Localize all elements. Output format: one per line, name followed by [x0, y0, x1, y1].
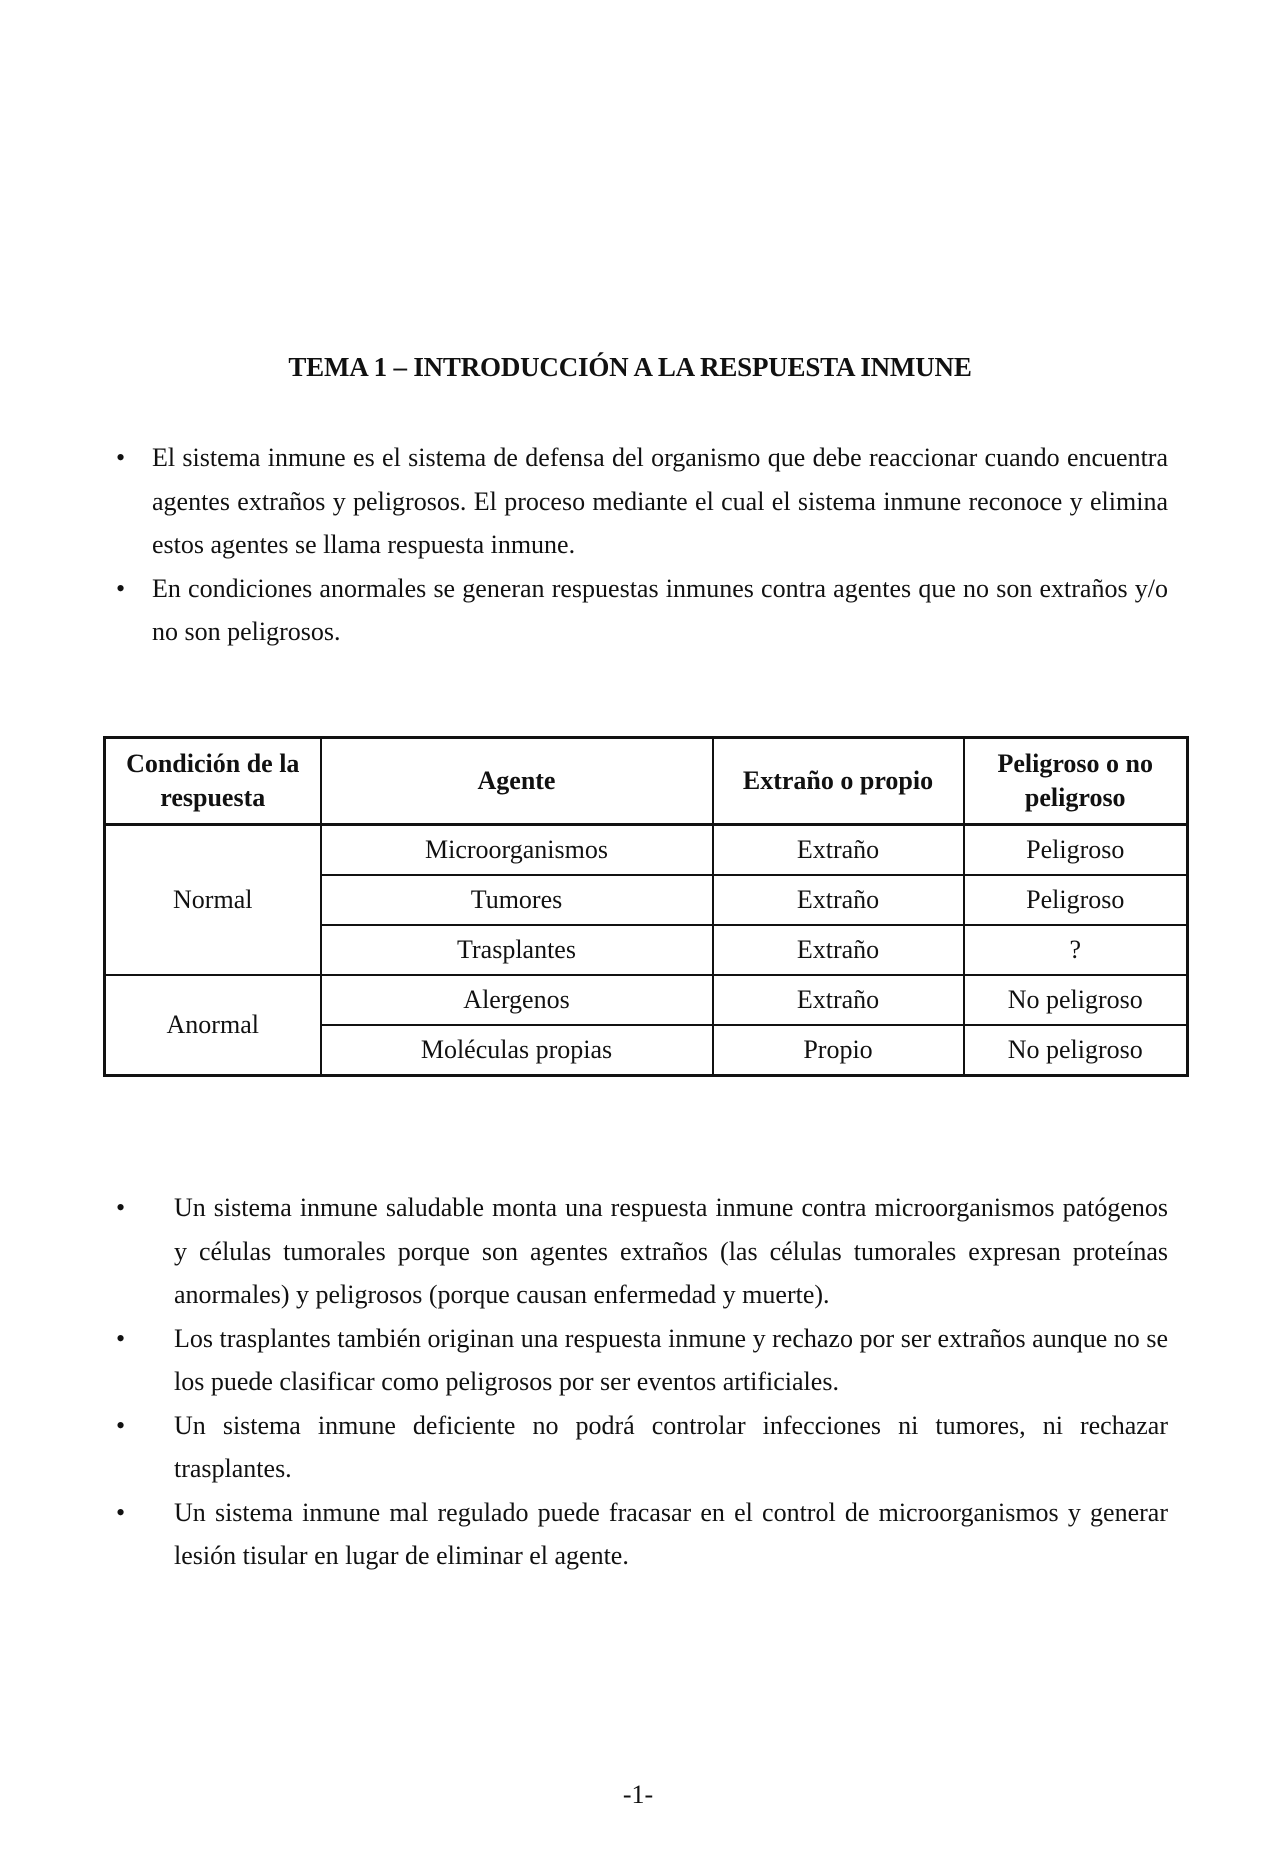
list-item [116, 1491, 1168, 1578]
intro-bullet-list [116, 436, 1168, 654]
list-item [116, 567, 1168, 654]
list-item [116, 436, 1168, 567]
header-foreign-or-self: Extraño o propio [713, 738, 964, 825]
table-row [105, 975, 1188, 1025]
immune-response-table [103, 736, 1189, 1077]
condition-cell: Anormal [105, 975, 321, 1076]
list-item-text: Un sistema inmune deficiente no podrá controlar infecciones ni tumores, ni rechazar trasplantes. [174, 1410, 1168, 1483]
condition-cell: Normal [105, 825, 321, 976]
list-item-text: Un sistema inmune saludable monta una respuesta inmune contra microorganismos patógenos y células tumorales porque son agentes extraños (las células tumorales expresan proteínas anormales) y peligrosos (porque causan enfermedad y muerte). [174, 1193, 1168, 1309]
origin-cell: Propio [713, 1025, 964, 1076]
header-dangerous: Peligroso o no peligroso [964, 738, 1188, 825]
danger-cell: No peligroso [964, 975, 1188, 1025]
origin-cell: Extraño [713, 825, 964, 876]
list-item [116, 1186, 1168, 1317]
agent-cell: Moléculas propias [321, 1025, 713, 1076]
bullet-icon: • [116, 1193, 126, 1222]
agent-cell: Microorganismos [321, 825, 713, 876]
list-item-text: En condiciones anormales se generan respuestas inmunes contra agentes que no son extraños y/o no son peligrosos. [152, 573, 1168, 646]
bullet-icon: • [116, 1323, 126, 1353]
list-item [116, 1317, 1168, 1404]
table-header-row [105, 738, 1188, 825]
table-row [105, 825, 1188, 876]
list-item-text: Un sistema inmune mal regulado puede fracasar en el control de microorganismos y generar lesión tisular en lugar de eliminar el agente. [174, 1497, 1168, 1570]
page-title: TEMA 1 – INTRODUCCIÓN A LA RESPUESTA INMUNE [288, 352, 972, 382]
list-item-text: Los trasplantes también originan una respuesta inmune y rechazo por ser extraños aunque no se los puede clasificar como peligrosos por ser eventos artificiales. [174, 1323, 1168, 1396]
origin-cell: Extraño [713, 975, 964, 1025]
list-item-text: El sistema inmune es el sistema de defensa del organismo que debe reaccionar cuando encuentra agentes extraños y peligrosos. El proceso mediante el cual el sistema inmune reconoce y elimina estos agentes se llama respuesta inmune. [152, 443, 1168, 559]
page-number: -1- [622, 1780, 654, 1809]
danger-cell: ? [964, 925, 1188, 975]
bullet-icon: • [116, 443, 126, 472]
bullet-icon: • [116, 573, 126, 603]
bullet-icon: • [116, 1410, 126, 1440]
agent-cell: Alergenos [321, 975, 713, 1025]
outro-bullet-list [116, 1186, 1168, 1578]
danger-cell: Peligroso [964, 825, 1188, 876]
danger-cell: No peligroso [964, 1025, 1188, 1076]
danger-cell: Peligroso [964, 875, 1188, 925]
origin-cell: Extraño [713, 875, 964, 925]
agent-cell: Tumores [321, 875, 713, 925]
agent-cell: Trasplantes [321, 925, 713, 975]
bullet-icon: • [116, 1497, 126, 1527]
list-item [116, 1404, 1168, 1491]
header-condition: Condición de la respuesta [105, 738, 321, 825]
header-agent: Agente [321, 738, 713, 825]
origin-cell: Extraño [713, 925, 964, 975]
